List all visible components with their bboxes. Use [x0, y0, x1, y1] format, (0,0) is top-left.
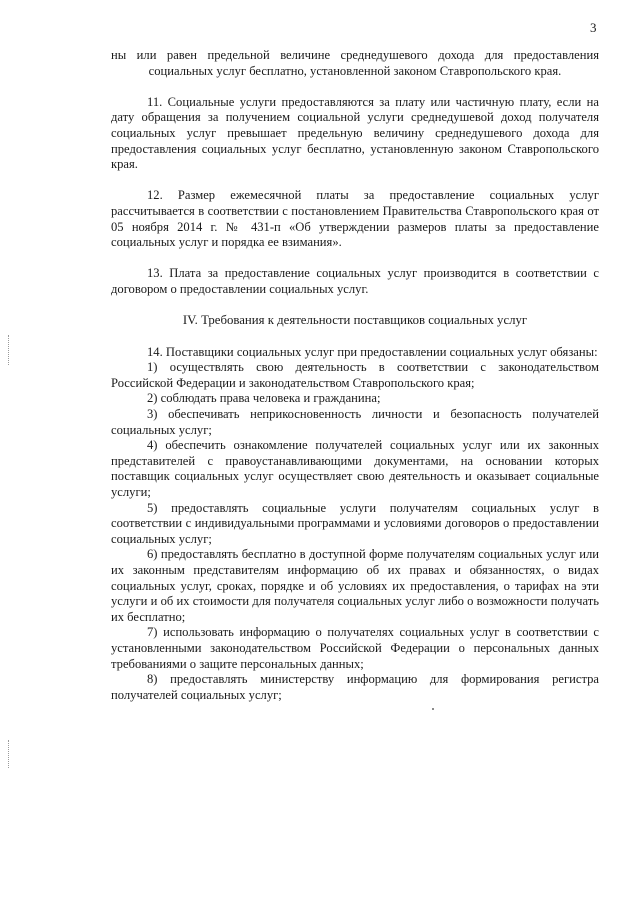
- list-item: 2) соблюдать права человека и гражданина;: [147, 391, 381, 406]
- paragraph-12: 12. Размер ежемесячной платы за предоставление социальных услуг рассчитывается в соответствии с постановлением Правительства Ставропольского края от 05 ноября 2014 г. № 431-п «Об утверждении размеров платы за предоставление социальных услуг и порядка ее взимания».: [111, 188, 599, 250]
- scan-margin-mark: [8, 740, 13, 768]
- list-item: 1) осуществлять свою деятельность в соответствии с законодательством Российской Федерации и законодательством Ставропольского края;: [111, 360, 599, 390]
- paragraph-13: 13. Плата за предоставление социальных услуг производится в соответствии с договором о предоставлении социальных услуг.: [111, 266, 599, 296]
- document-body: [111, 48, 599, 703]
- list-item: 4) обеспечить ознакомление получателей социальных услуг или их законных представителей с правоустанавливающими документами, на основании которых поставщик социальных услуг осуществляет свою деятельность и оказывает социальные услуги;: [111, 438, 599, 500]
- obligations-list: [111, 360, 599, 703]
- scan-speck: [432, 708, 434, 710]
- paragraph-14-intro: 14. Поставщики социальных услуг при предоставлении социальных услуг обязаны:: [147, 344, 598, 359]
- page-number: 3: [590, 20, 597, 35]
- list-item: 5) предоставлять социальные услуги получателям социальных услуг в соответствии с индивидуальными программами и условиями договоров о предоставлении социальных услуг;: [111, 500, 599, 546]
- list-item: 6) предоставлять бесплатно в доступной форме получателям социальных услуг или их законным представителям информацию об их правах и обязанностях, о видах социальных услуг, сроках, порядке и об условиях их предоставления, о тарифах на эти услуги и об их стоимости для получателя социальных услуг либо о возможности получать их бесплатно;: [111, 547, 599, 624]
- intro-continuation: ны или равен предельной величине среднедушевого дохода для предоставления социальных услуг бесплатно, установленной законом Ставропольского края.: [111, 48, 599, 78]
- section-heading: IV. Требования к деятельности поставщиков социальных услуг: [182, 313, 528, 328]
- list-item: 7) использовать информацию о получателях социальных услуг в соответствии с установленными законодательством Российской Федерации о персональных данных требованиями о защите персональных данных;: [111, 625, 599, 671]
- scan-margin-mark: [8, 335, 13, 365]
- paragraph-11: 11. Социальные услуги предоставляются за плату или частичную плату, если на дату обращения за получением социальной услуги среднедушевой доход получателя социальных услуг превышает предельную величину среднедушевого дохода для предоставления социальных услуг бесплатно, установленную законом Ставропольского края.: [111, 94, 599, 172]
- list-item: 8) предоставлять министерству информацию для формирования регистра получателей социальных услуг;: [111, 672, 599, 702]
- list-item: 3) обеспечивать неприкосновенность личности и безопасность получателей социальных услуг;: [111, 407, 599, 437]
